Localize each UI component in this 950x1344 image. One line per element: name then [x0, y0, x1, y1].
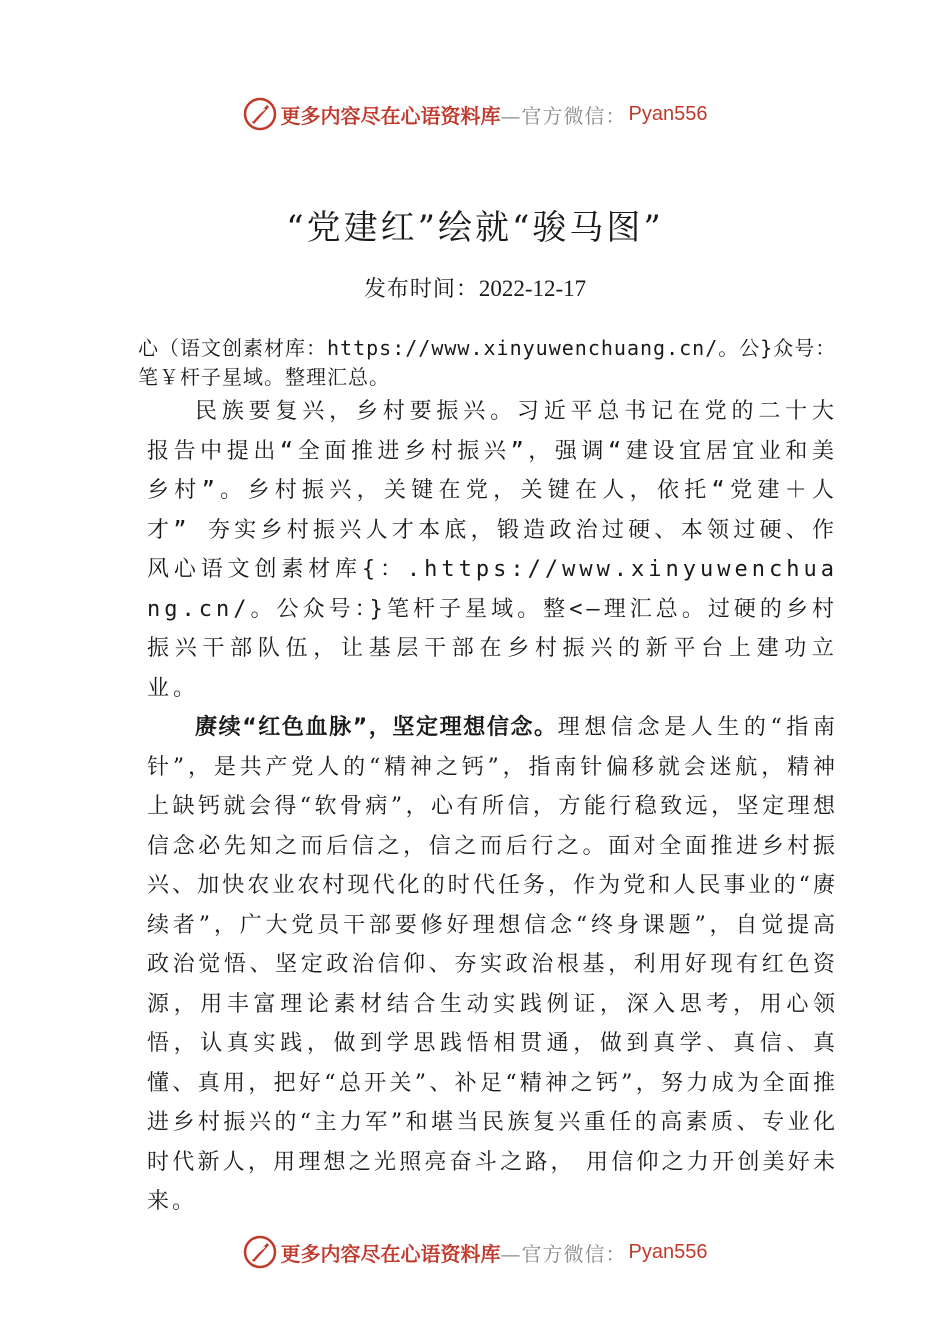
- paragraph-2-body: 理想信念是人生的“指南针”，是共产党人的“精神之钙”，指南针偏移就会迷航，精神上缺钙就会得“软骨病”，心有所信，方能行稳致远，坚定理想信念必先知之而后信之，信之而后行之。面对全面推进乡村振兴、加快农业农村现代化的时代任务，作为党和人民事业的“赓续者”，广大党员干部要修好理想信念“终身课题”，自觉提高政治觉悟、坚定政治信仰、夯实政治根基，利用好现有红色资源，用丰富理论素材结合生动实践例证，深入思考，用心领悟，认真实践，做到学思践悟相贯通，做到真学、真信、真懂、真用，把好“总开关”、补足“精神之钙”，努力成为全面推进乡村振兴的“主力军”和堪当民族复兴重任的高素质、专业化时代新人，用理想之光照亮奋斗之路， 用信仰之力开创美好未来。: [147, 715, 839, 1214]
- publish-date-label: 发布时间：: [363, 277, 479, 302]
- banner-wechat-label: —官方微信：: [500, 103, 627, 128]
- footer-banner: [0, 1230, 950, 1274]
- source-note: 心（语文创素材库：https://www.xinyuwenchuang.cn/。公}众号：笔￥杆子星域。整理汇总。: [138, 336, 837, 389]
- article-body: [138, 334, 838, 1222]
- quill-seal-logo-icon: [243, 97, 277, 131]
- footer-wechat-label: —官方微信：: [500, 1241, 627, 1266]
- header-banner: [0, 92, 950, 136]
- banner-library-text: 更多内容尽在心语资料库: [280, 103, 501, 128]
- paragraph-2-lead: 赓续“红色血脉”，坚定理想信念。: [195, 715, 558, 740]
- footer-wechat-id: Pyan556: [628, 1240, 708, 1263]
- quill-seal-logo-icon: [243, 1235, 277, 1269]
- article-title: “党建红”绘就“骏马图”: [286, 208, 664, 248]
- paragraph-2: [138, 708, 838, 1222]
- paragraph-1: 民族要复兴，乡村要振兴。习近平总书记在党的二十大报告中提出“全面推进乡村振兴”，强调“建设宜居宜业和美乡村”。乡村振兴，关键在党，关键在人，依托“党建＋人才” 夯实乡村振兴人才本底，锻造政治过硬、本领过硬、作风心语文创素材库{：.https://www.xinyuwenchuang.cn/。公众号：}笔杆子星域。整<—理汇总。过硬的乡村振兴干部队伍，让基层干部在乡村振兴的新平台上建功立业。: [147, 399, 838, 701]
- footer-library-text: 更多内容尽在心语资料库: [280, 1241, 501, 1266]
- publish-date-line: [0, 272, 950, 303]
- publish-date-value: 2022-12-17: [478, 276, 587, 301]
- banner-wechat-id: Pyan556: [628, 102, 708, 125]
